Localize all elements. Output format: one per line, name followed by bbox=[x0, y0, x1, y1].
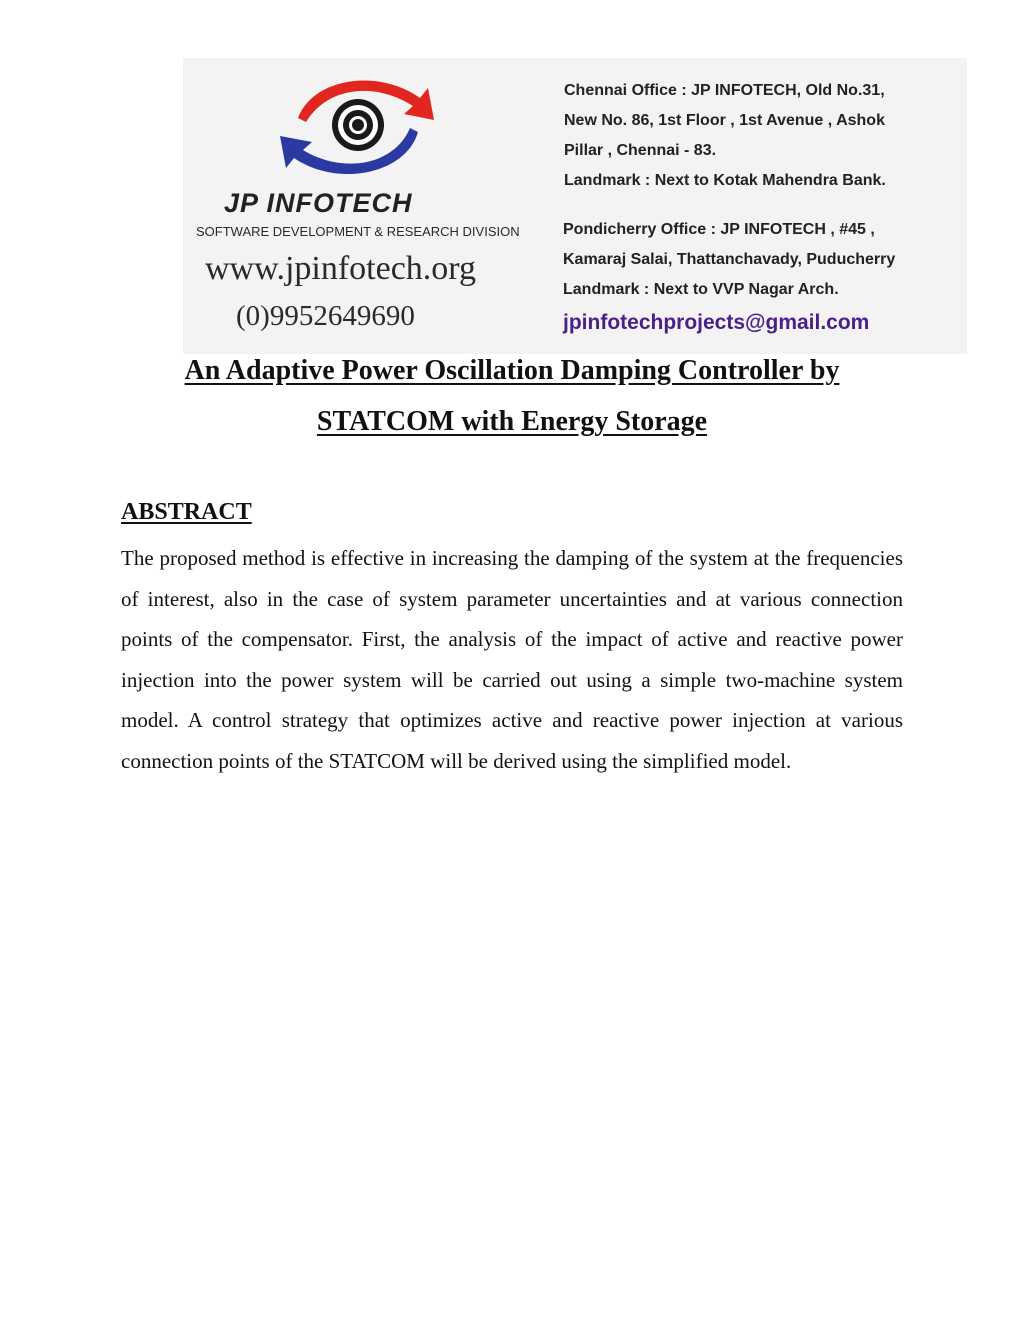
chennai-office-line: New No. 86, 1st Floor , 1st Avenue , Ashok bbox=[564, 112, 885, 129]
pondicherry-office-landmark: Landmark : Next to VVP Nagar Arch. bbox=[563, 281, 839, 298]
brand-division: SOFTWARE DEVELOPMENT & RESEARCH DIVISION bbox=[196, 224, 520, 239]
brand-name: JP INFOTECH bbox=[224, 188, 413, 218]
chennai-office-line: Chennai Office : JP INFOTECH, Old No.31, bbox=[564, 82, 885, 99]
chennai-office-line: Pillar , Chennai - 83. bbox=[564, 142, 717, 159]
pondicherry-office-address bbox=[563, 215, 895, 305]
brand-phone: (0)9952649690 bbox=[236, 300, 415, 332]
chennai-office-address bbox=[564, 76, 886, 196]
abstract-text: The proposed method is effective in increasing the damping of the system at the frequencies of interest, also in the case of system parameter uncertainties and at various connection points of the compensator. First, the analysis of the impact of active and reactive power injection into the power system will be carried out using a simple two-machine system model. A control strategy that optimizes active and reactive power injection at various connection points of the STATCOM will be derived using the simplified model. bbox=[121, 546, 903, 773]
document-title-line-2: STATCOM with Energy Storage bbox=[316, 406, 708, 437]
document-title-line-1: An Adaptive Power Oscillation Damping Controller by bbox=[184, 355, 840, 386]
jp-infotech-logo-icon bbox=[258, 70, 458, 190]
contact-email: jpinfotechprojects@gmail.com bbox=[563, 311, 870, 334]
pondicherry-office-line: Pondicherry Office : JP INFOTECH , #45 , bbox=[563, 221, 875, 238]
abstract-heading: ABSTRACT bbox=[121, 499, 252, 525]
brand-website: www.jpinfotech.org bbox=[205, 250, 477, 287]
chennai-office-landmark: Landmark : Next to Kotak Mahendra Bank. bbox=[564, 172, 886, 189]
pondicherry-office-line: Kamaraj Salai, Thattanchavady, Puducherry bbox=[563, 251, 896, 268]
